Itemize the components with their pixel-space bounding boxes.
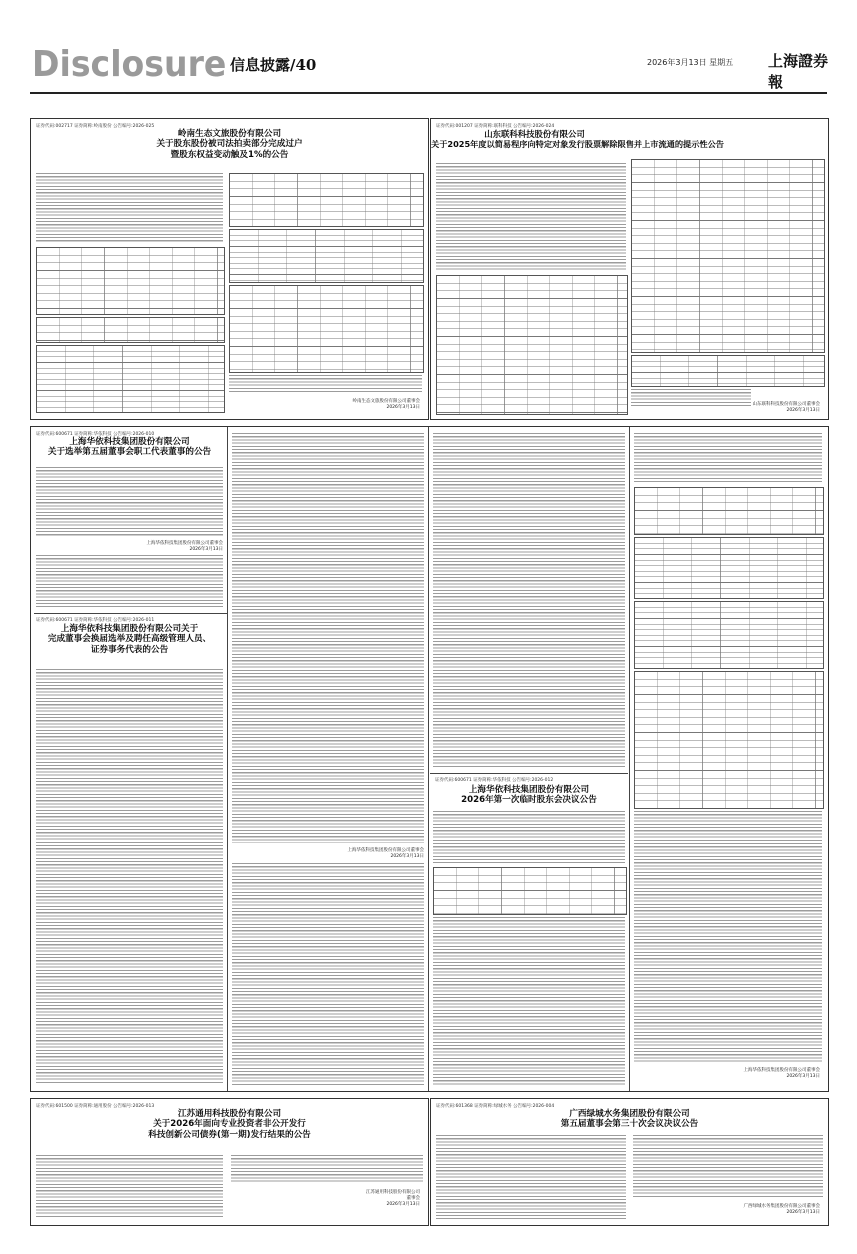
body-text xyxy=(433,811,625,863)
signature-company: 山东联科科技股份有限公司董事会 xyxy=(752,402,820,407)
divider xyxy=(430,773,628,774)
signature-block xyxy=(366,1189,420,1207)
title-line: 科技创新公司债券(第一期)发行结果的公告 xyxy=(148,1129,311,1140)
body-text xyxy=(232,433,424,843)
vote-table xyxy=(634,487,824,535)
body-text xyxy=(36,1155,223,1219)
body-text xyxy=(436,1135,626,1219)
publication-date: 2026年3月13日 星期五 xyxy=(647,58,734,67)
notice-code-line: 证券代码:600671 证券简称:华依科技 公告编号:2026-012 xyxy=(435,778,554,783)
signature-block xyxy=(744,1203,821,1215)
signature-block xyxy=(753,401,821,413)
signature-date: 2026年3月13日 xyxy=(786,1074,820,1079)
body-text xyxy=(229,375,422,393)
shares-table xyxy=(36,317,225,343)
title-line: 证券事务代表的公告 xyxy=(90,644,169,655)
section-title: 信息披露/40 xyxy=(230,56,317,74)
info-table xyxy=(229,173,424,227)
signature-board: 董事会 xyxy=(406,1196,420,1201)
column-divider xyxy=(629,427,630,1091)
notice-shandong-lianke xyxy=(430,118,829,420)
detail-table xyxy=(229,285,424,373)
signature-company: 岭南生态文旅股份有限公司董事会 xyxy=(352,399,420,404)
masthead xyxy=(30,40,830,90)
title-line: 上海华依科技集团股份有限公司 xyxy=(468,785,590,795)
title-line: 关于2025年度以简易程序向特定对象发行股票解除限售并上市流通的提示性公告 xyxy=(431,139,724,150)
holding-table xyxy=(36,247,225,315)
signature-date: 2026年3月13日 xyxy=(386,405,420,410)
body-text xyxy=(433,433,625,769)
title-line: 2026年第一次临时股东会决议公告 xyxy=(461,795,597,806)
title-line: 上海华依科技集团股份有限公司 xyxy=(69,437,190,447)
signature-block xyxy=(744,1067,821,1079)
body-text xyxy=(631,389,751,407)
signature-company: 广西绿城水务集团股份有限公司董事会 xyxy=(743,1204,820,1209)
notice-title xyxy=(430,785,628,806)
signature-block xyxy=(353,398,421,410)
body-text xyxy=(634,811,822,1063)
notice-title xyxy=(31,129,428,160)
body-text xyxy=(433,917,625,1085)
signature-date: 2026年3月13日 xyxy=(390,854,424,859)
signature-company: 江苏通用科技股份有限公司 xyxy=(366,1190,420,1195)
divider xyxy=(34,613,227,614)
unlock-table xyxy=(436,275,628,415)
vote-table xyxy=(634,537,824,599)
notice-title xyxy=(31,1109,428,1140)
signature-company: 上海华依科技集团股份有限公司董事会 xyxy=(146,541,223,546)
attachment-text xyxy=(36,555,223,607)
title-line: 山东联科科技股份有限公司 xyxy=(484,129,585,139)
title-line: 暨股东权益变动触及1%的公告 xyxy=(170,149,289,160)
notice-lingnan xyxy=(30,118,429,420)
notice-code-line: 证券代码:601500 证券简称:通用股份 公告编号:2026-013 xyxy=(36,1104,155,1109)
title-line: 岭南生态文旅股份有限公司 xyxy=(177,129,282,139)
body-text xyxy=(231,1155,423,1183)
newspaper-name: 上海證券報 xyxy=(768,52,829,91)
title-line: 第五届董事会第三十次会议决议公告 xyxy=(560,1119,699,1130)
notice-code-line: 证券代码:002717 证券简称:岭南股份 公告编号:2026-025 xyxy=(36,124,155,129)
signature-date: 2026年3月13日 xyxy=(786,1210,820,1215)
notice-title xyxy=(31,624,228,655)
title-line: 上海华依科技集团股份有限公司关于 xyxy=(60,624,199,634)
signature-date: 2026年3月13日 xyxy=(189,547,223,552)
notice-code-line: 证券代码:001207 证券简称:联科科技 公告编号:2026-024 xyxy=(436,124,555,129)
column-divider xyxy=(227,427,228,1091)
vote-table xyxy=(634,601,824,669)
body-text xyxy=(436,163,626,271)
vote-detail-table xyxy=(634,671,824,809)
resume-text xyxy=(232,863,424,1085)
signature-date: 2026年3月13日 xyxy=(786,408,820,413)
notice-jiangsu-tongyong xyxy=(30,1098,429,1226)
body-text xyxy=(36,467,223,537)
body-text xyxy=(36,173,223,243)
body-text xyxy=(634,433,822,483)
title-line: 江苏通用科技股份有限公司 xyxy=(177,1109,282,1119)
huayi-section xyxy=(30,426,829,1092)
notice-title xyxy=(431,129,724,150)
meeting-table xyxy=(433,867,627,915)
notice-title xyxy=(31,437,228,458)
notice-title xyxy=(431,1109,828,1130)
notice-code-line: 证券代码:600671 证券简称:华依科技 公告编号:2026-010 xyxy=(36,432,155,437)
signature-date: 2026年3月13日 xyxy=(386,1202,420,1207)
title-line: 关于选举第五届董事会职工代表董事的公告 xyxy=(47,447,212,458)
unlock-table-continued xyxy=(631,159,825,353)
changes-table xyxy=(36,345,225,413)
signature-block xyxy=(232,847,424,859)
share-structure-table xyxy=(631,355,825,387)
title-line: 广西绿城水务集团股份有限公司 xyxy=(569,1109,690,1119)
masthead-rule xyxy=(30,92,827,94)
notice-code-line: 证券代码:600671 证券简称:华依科技 公告编号:2026-011 xyxy=(36,618,155,623)
notice-code-line: 证券代码:601368 证券简称:绿城水务 公告编号:2026-004 xyxy=(436,1104,555,1109)
section-brand-logo: Disclosure xyxy=(32,44,227,85)
shareholder-table xyxy=(229,229,424,283)
signature-block xyxy=(36,540,223,552)
title-line: 关于2026年面向专业投资者非公开发行 xyxy=(153,1119,306,1130)
title-line: 完成董事会换届选举及聘任高级管理人员、 xyxy=(47,634,212,645)
body-text xyxy=(633,1135,823,1199)
title-line: 关于股东股份被司法拍卖部分完成过户 xyxy=(156,139,303,150)
body-text xyxy=(36,669,223,1083)
signature-company: 上海华依科技集团股份有限公司董事会 xyxy=(347,848,424,853)
notice-guangxi-water xyxy=(430,1098,829,1226)
signature-company: 上海华依科技集团股份有限公司董事会 xyxy=(743,1068,820,1073)
column-divider xyxy=(428,427,429,1091)
